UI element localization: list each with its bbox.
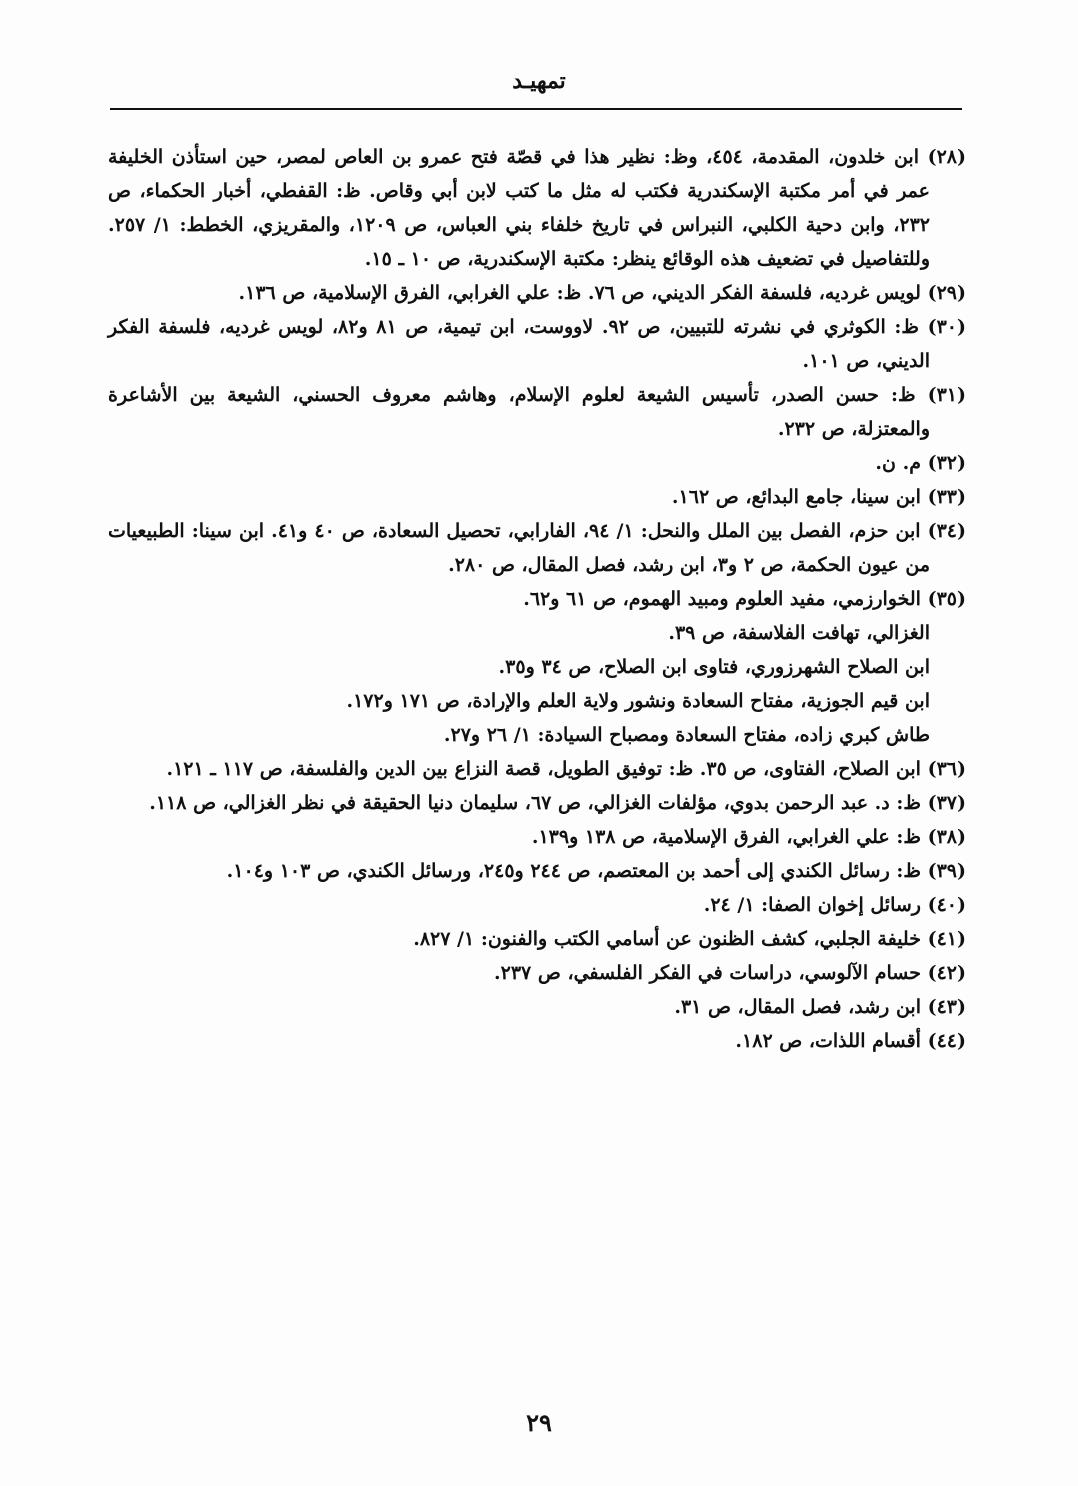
endnote-44: (٤٤) أقسام اللذات، ص ١٨٢. bbox=[735, 1030, 966, 1052]
endnote-34: (٣٤) ابن حزم، الفصل بين الملل والنحل: ١/ ٩٤، الفارابي، تحصيل السعادة، ص ٤٠ و٤١. ابن سينا: الطبيعيات من عيون الحكمة، ص ٢ و٣، ابن رشد، فصل المقال، ص ٢٨٠. bbox=[108, 520, 967, 576]
endnote-35-sub-2: ابن الصلاح الشهرزوري، فتاوى ابن الصلاح، ص ٣٤ و٣٥. bbox=[498, 656, 930, 678]
endnote-38: (٣٨) ظ: علي الغرابي، الفرق الإسلامية، ص ١٣٨ و١٣٩. bbox=[531, 826, 966, 848]
endnote-35: (٣٥) الخوارزمي، مفيد العلوم ومبيد الهموم، ص ٦١ و٦٢. bbox=[523, 588, 966, 610]
header-divider bbox=[110, 108, 962, 110]
endnote-35-sub-1: الغزالي، تهافت الفلاسفة، ص ٣٩. bbox=[668, 622, 930, 644]
endnote-37: (٣٧) ظ: د. عبد الرحمن بدوي، مؤلفات الغزالي، ص ٦٧، سليمان دنيا الحقيقة في نظر الغزالي، ص ١١٨. bbox=[149, 792, 966, 814]
page-header-title: تمهيـد bbox=[512, 68, 566, 94]
endnote-41: (٤١) خليفة الجلبي، كشف الظنون عن أسامي الكتب والفنون: ١/ ٨٢٧. bbox=[413, 928, 966, 950]
endnotes-list bbox=[108, 140, 966, 1058]
endnote-30: (٣٠) ظ: الكوثري في نشرته للتبيين، ص ٩٢. لاووست، ابن تيمية، ص ٨١ و٨٢، لويس غرديه، فلسفة الفكر الديني، ص ١٠١. bbox=[108, 316, 966, 372]
endnote-35-sub-4: طاش كبري زاده، مفتاح السعادة ومصباح السيادة: ١/ ٢٦ و٢٧. bbox=[443, 724, 930, 746]
endnote-32: (٣٢) م. ن. bbox=[875, 452, 966, 474]
page-number: ٢٩ bbox=[526, 1408, 552, 1437]
endnote-35-sub-3: ابن قيم الجوزية، مفتاح السعادة ونشور ولاية العلم والإرادة، ص ١٧١ و١٧٢. bbox=[346, 690, 930, 712]
endnote-39: (٣٩) ظ: رسائل الكندي إلى أحمد بن المعتصم، ص ٢٤٤ و٢٤٥، ورسائل الكندي، ص ١٠٣ و١٠٤. bbox=[226, 860, 966, 882]
endnote-40: (٤٠) رسائل إخوان الصفا: ١/ ٢٤. bbox=[703, 894, 966, 916]
endnote-33: (٣٣) ابن سينا، جامع البدائع، ص ١٦٢. bbox=[671, 486, 966, 508]
endnote-36: (٣٦) ابن الصلاح، الفتاوى، ص ٣٥. ظ: توفيق الطويل، قصة النزاع بين الدين والفلسفة، ص ١١٧ ـ ١٢١. bbox=[166, 758, 966, 780]
endnote-28: (٢٨) ابن خلدون، المقدمة، ٤٥٤، وظ: نظير هذا في قصّة فتح عمرو بن العاص لمصر، حين استأذن الخليفة عمر في أمر مكتبة الإسكندرية فكتب له مثل ما كتب لابن أبي وقاص. ظ: القفطي، أخبار الحكماء، ص ٢٣٢، وابن دحية الكلبي، النبراس في تاريخ خلفاء بني العباس، ص ١٢٠٩، والمقريزي، الخطط: ١/ ٢٥٧. وللتفاصيل في تضعيف هذه الوقائع ينظر: مكتبة الإسكندرية، ص ١٠ ـ ١٥. bbox=[108, 146, 966, 270]
endnote-42: (٤٢) حسام الآلوسي، دراسات في الفكر الفلسفي، ص ٢٣٧. bbox=[494, 962, 966, 984]
endnote-43: (٤٣) ابن رشد، فصل المقال، ص ٣١. bbox=[674, 996, 966, 1018]
endnote-29: (٢٩) لويس غرديه، فلسفة الفكر الديني، ص ٧٦. ظ: علي الغرابي، الفرق الإسلامية، ص ١٣٦. bbox=[238, 282, 966, 304]
endnote-31: (٣١) ظ: حسن الصدر، تأسيس الشيعة لعلوم الإسلام، وهاشم معروف الحسني، الشيعة بين الأشاعرة والمعتزلة، ص ٢٣٢. bbox=[108, 384, 966, 440]
